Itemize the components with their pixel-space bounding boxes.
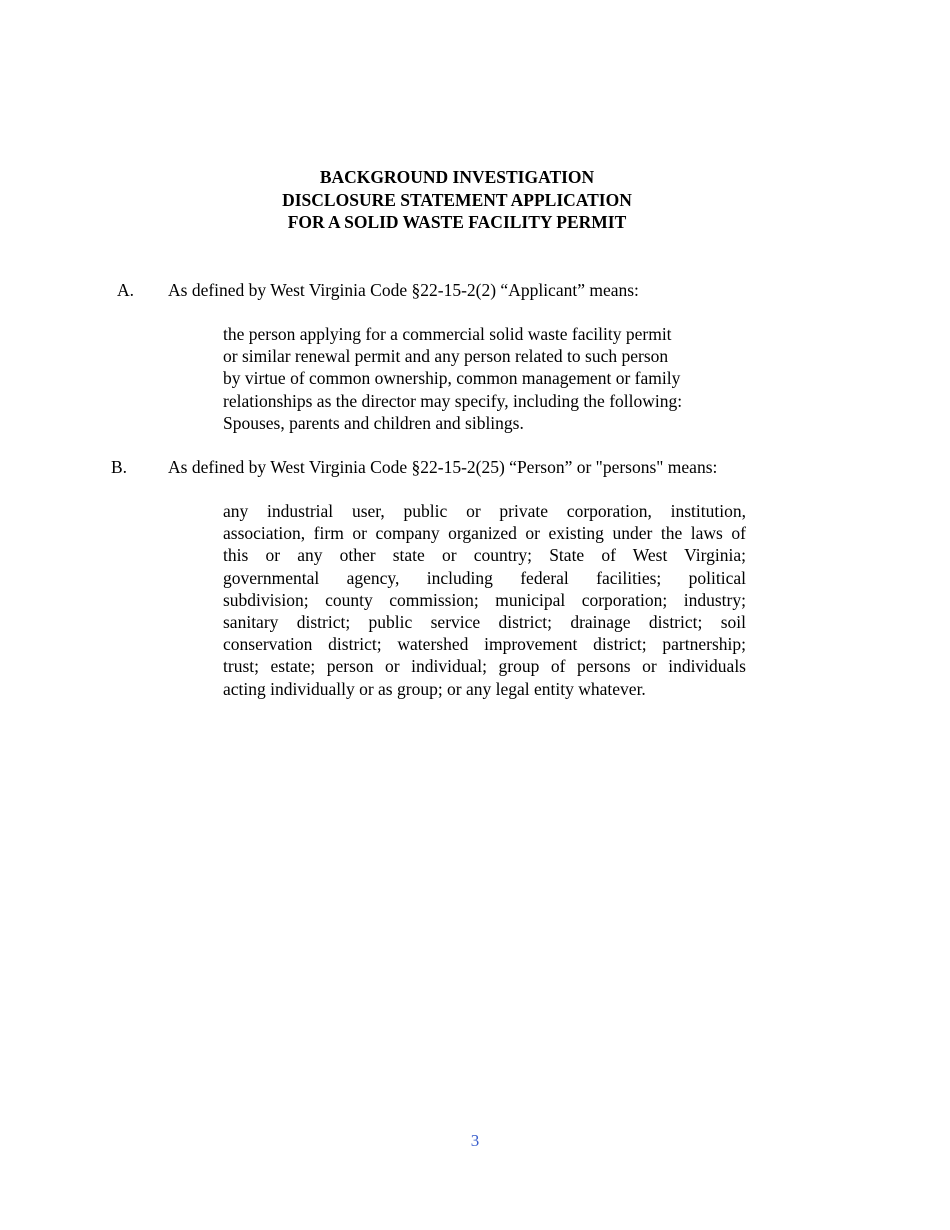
definition-line: Spouses, parents and children and siblings.	[223, 412, 524, 433]
section-b-definition	[223, 500, 746, 700]
definition-line: association, firm or company organized or existing under the laws of	[223, 523, 746, 544]
definition-line: acting individually or as group; or any legal entity whatever.	[223, 678, 646, 699]
title-line-1: BACKGROUND INVESTIGATION	[319, 167, 595, 187]
section-a-definition	[223, 323, 682, 434]
definition-line: any industrial user, public or private corporation, institution,	[223, 501, 746, 521]
definition-line: relationships as the director may specify, including the following:	[223, 390, 683, 411]
section-b-heading: As defined by West Virginia Code §22-15-2(25) “Person” or "persons" means:	[168, 457, 718, 477]
title-line-2: DISCLOSURE STATEMENT APPLICATION	[282, 189, 632, 210]
page-number: 3	[470, 1131, 480, 1150]
definition-line: by virtue of common ownership, common management or family	[223, 368, 681, 389]
definition-line: conservation district; watershed improvement district; partnership;	[223, 634, 746, 655]
section-b-label: B.	[111, 457, 128, 477]
document-title	[0, 166, 914, 234]
section-a-label: A.	[117, 280, 135, 300]
definition-line: trust; estate; person or individual; group of persons or individuals	[223, 656, 746, 677]
definition-line: this or any other state or country; State of West Virginia;	[223, 545, 746, 566]
definition-line: governmental agency, including federal facilities; political	[223, 567, 746, 588]
title-line-3: FOR A SOLID WASTE FACILITY PERMIT	[287, 212, 627, 232]
definition-line: the person applying for a commercial solid waste facility permit	[223, 324, 672, 344]
section-a-heading: As defined by West Virginia Code §22-15-2(2) “Applicant” means:	[168, 280, 639, 300]
definition-line: sanitary district; public service district; drainage district; soil	[223, 612, 746, 633]
definition-line: subdivision; county commission; municipal corporation; industry;	[223, 589, 746, 610]
definition-line: or similar renewal permit and any person related to such person	[223, 346, 669, 367]
